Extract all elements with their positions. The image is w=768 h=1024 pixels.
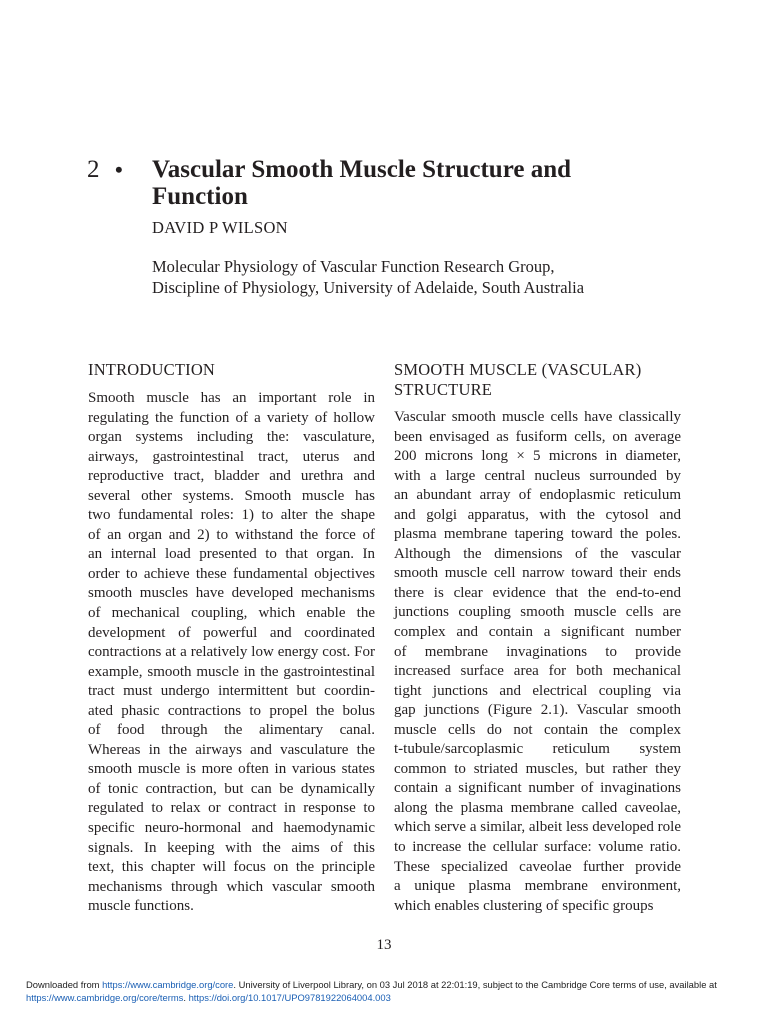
author-name: DAVID P WILSON xyxy=(152,218,288,237)
chapter-title xyxy=(152,156,652,210)
structure-text-line: common to striated muscles, but rather they xyxy=(394,760,681,777)
structure-text-line: 200 microns long × 5 microns in diameter, xyxy=(394,448,681,465)
structure-text-line: smooth muscle cell narrow toward their ends xyxy=(394,565,681,582)
structure-text-line: with a large central nucleus surrounded by xyxy=(394,467,681,484)
chapter-title-line-2: Function xyxy=(152,183,248,210)
chapter-title-line-1: Vascular Smooth Muscle Structure and xyxy=(152,156,572,183)
structure-text-line: along the plasma membrane called caveolae, xyxy=(394,799,681,816)
structure-text-line: plasma membrane tapering toward the poles. xyxy=(394,526,681,543)
structure-text-line: tight junctions and electrical coupling via xyxy=(394,682,681,699)
structure-text-line: a unique plasma membrane environment, xyxy=(394,878,681,895)
introduction-text-line: text, this chapter will focus on the principle xyxy=(88,859,375,876)
structure-text-line: gap junctions (Figure 2.1). Vascular smooth xyxy=(394,702,681,719)
introduction-text-line: of mechanical coupling, which enable the xyxy=(88,605,375,622)
structure-text-line: increased surface area for both mechanical xyxy=(394,663,681,680)
left-column xyxy=(88,360,375,917)
introduction-text-line: specific neuro-hormonal and haemodynamic xyxy=(88,820,375,837)
structure-paragraph xyxy=(394,408,681,916)
chapter-number: 2 xyxy=(87,156,100,183)
structure-text-line: of membrane invaginations to provide xyxy=(394,643,681,660)
footer-prefix: Downloaded from xyxy=(26,979,103,990)
introduction-text-line: order to achieve these fundamental objectives xyxy=(88,565,375,582)
footer-separator: . xyxy=(183,992,189,1003)
introduction-text-line: of an organ and 2) to withstand the force of xyxy=(88,526,375,543)
introduction-text-line: example, smooth muscle in the gastrointestinal xyxy=(88,663,375,680)
structure-text-line: Although the dimensions of the vascular xyxy=(394,545,681,562)
section-heading-introduction: INTRODUCTION xyxy=(88,360,216,379)
introduction-text-line: tract must undergo intermittent but coordin- xyxy=(88,683,375,700)
right-column xyxy=(394,360,681,916)
introduction-text-line: muscle functions. xyxy=(88,898,194,915)
structure-text-line: muscle cells do not contain the complex xyxy=(394,721,681,738)
introduction-text-line: development of powerful and coordinated xyxy=(88,624,375,641)
chapter-bullet: • xyxy=(115,157,123,182)
structure-heading-line-2: STRUCTURE xyxy=(394,380,493,399)
download-footer xyxy=(26,978,756,1004)
affiliation-line-1: Molecular Physiology of Vascular Function Research Group, xyxy=(152,257,555,276)
introduction-text-line: Whereas in the airways and vasculature the xyxy=(88,741,375,758)
introduction-text-line: of tonic contraction, but can be dynamically xyxy=(88,780,375,797)
introduction-text-line: smooth muscle is more often in various states xyxy=(88,761,375,778)
terms-link[interactable]: https://www.cambridge.org/core/terms xyxy=(26,992,184,1003)
page-number: 13 xyxy=(376,937,392,953)
structure-text-line: an abundant array of endoplasmic reticulum xyxy=(394,487,681,504)
structure-text-line: and golgi apparatus, with the cytosol and xyxy=(394,506,681,523)
introduction-text-line: two fundamental roles: 1) to alter the shape xyxy=(88,507,375,524)
introduction-text-line: organ systems including the: vasculature, xyxy=(88,429,375,446)
introduction-text-line: of food through the alimentary canal. xyxy=(88,722,375,739)
doi-link[interactable]: https://doi.org/10.1017/UPO9781922064004.003 xyxy=(188,992,391,1003)
footer-middle-text: . University of Liverpool Library, on 03 Jul 2018 at 22:01:19, subject to the Cambridge Core terms of use, available at xyxy=(233,979,717,990)
structure-text-line: t-tubule/sarcoplasmic reticulum system xyxy=(394,741,681,758)
structure-text-line: been envisaged as fusiform cells, on average xyxy=(394,428,681,445)
introduction-text-line: an internal load presented to that organ. In xyxy=(88,546,375,563)
introduction-text-line: mechanisms through which vascular smooth xyxy=(88,878,375,895)
introduction-paragraph xyxy=(88,389,375,917)
structure-text-line: complex and contain a significant number xyxy=(394,624,681,641)
structure-text-line: to increase the cellular surface: volume ratio. xyxy=(394,839,681,856)
structure-text-line: there is clear evidence that the end-to-end xyxy=(394,584,681,601)
structure-heading-line-1: SMOOTH MUSCLE (VASCULAR) xyxy=(394,360,642,379)
introduction-text-line: several other systems. Smooth muscle has xyxy=(88,487,375,504)
section-heading-structure xyxy=(394,360,681,400)
introduction-text-line: Smooth muscle has an important role in xyxy=(88,390,375,406)
author-affiliation xyxy=(152,256,652,298)
introduction-text-line: reproductive tract, bladder and urethra and xyxy=(88,468,375,485)
structure-text-line: junctions coupling smooth muscle cells are xyxy=(394,604,681,621)
introduction-text-line: signals. In keeping with the aims of this xyxy=(88,839,375,856)
structure-text-line: which enables clustering of specific groups xyxy=(394,897,654,914)
affiliation-line-2: Discipline of Physiology, University of Adelaide, South Australia xyxy=(152,278,585,297)
cambridge-core-link[interactable]: https://www.cambridge.org/core xyxy=(102,979,234,990)
structure-text-line: Vascular smooth muscle cells have classically xyxy=(394,409,681,425)
introduction-text-line: airways, gastrointestinal tract, uterus and xyxy=(88,448,375,465)
introduction-text-line: regulated to relax or contract in response to xyxy=(88,800,375,817)
structure-text-line: which serve a similar, albeit less developed role xyxy=(394,819,681,836)
structure-text-line: contain a significant number of invaginations xyxy=(394,780,681,797)
introduction-text-line: ated phasic contractions to propel the bolus xyxy=(88,702,375,719)
introduction-text-line: regulating the function of a variety of hollow xyxy=(88,409,375,426)
introduction-text-line: contractions at a relatively low energy cost. For xyxy=(88,644,375,661)
structure-text-line: These specialized caveolae further provide xyxy=(394,858,681,875)
introduction-text-line: smooth muscles have developed mechanisms xyxy=(88,585,375,602)
